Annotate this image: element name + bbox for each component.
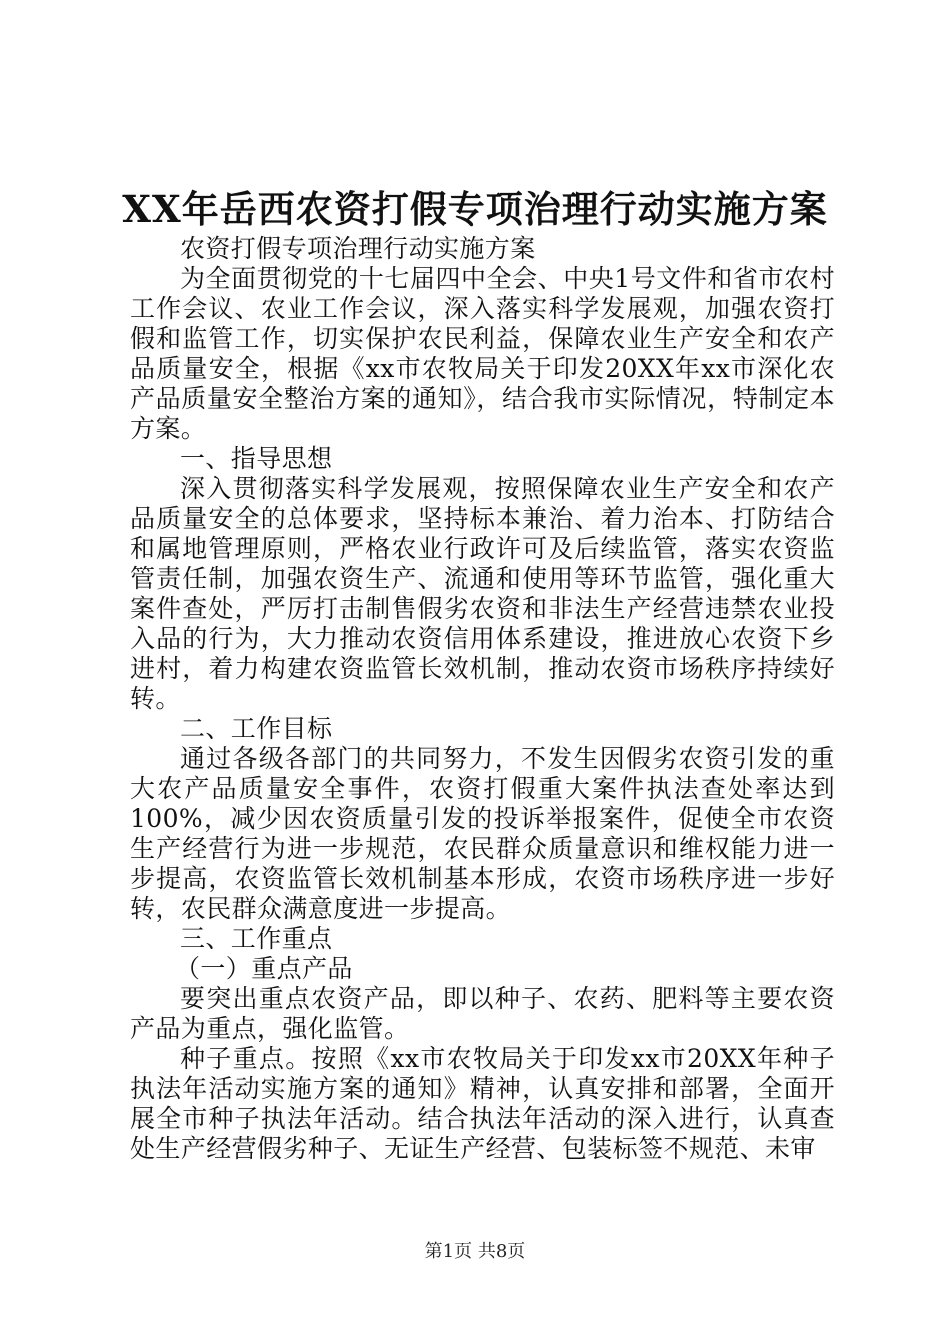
paragraph-key-products: 要突出重点农资产品，即以种子、农药、肥料等主要农资产品为重点，强化监管。: [130, 984, 835, 1043]
section-heading-guiding-thought: 一、指导思想: [180, 444, 333, 473]
section-heading-work-goals: 二、工作目标: [180, 714, 333, 743]
paragraph-intro: 为全面贯彻党的十七届四中全会、中央1号文件和省市农村工作会议、农业工作会议，深入落实科学发展观，加强农资打假和监管工作，切实保护农民利益，保障农业生产安全和农产品质量安全，根据《xx市农牧局关于印发20XX年xx市深化农产品质量安全整治方案的通知》，结合我市实际情况，特制定本方案。: [130, 264, 835, 443]
paragraph-subtitle: 农资打假专项治理行动实施方案: [180, 234, 536, 263]
section-heading-work-focus: 三、工作重点: [180, 924, 333, 953]
document-body: [130, 234, 835, 1164]
page-footer: 第1页 共8页: [424, 1241, 526, 1262]
subsection-heading-key-products: （一）重点产品: [175, 954, 353, 983]
paragraph-guiding-thought: 深入贯彻落实科学发展观，按照保障农业生产安全和农产品质量安全的总体要求，坚持标本兼治、着力治本、打防结合和属地管理原则，严格农业行政许可及后续监管，落实农资监管责任制，加强农资生产、流通和使用等环节监管，强化重大案件查处，严厉打击制售假劣农资和非法生产经营违禁农业投入品的行为，大力推动农资信用体系建设，推进放心农资下乡进村，着力构建农资监管长效机制，推动农资市场秩序持续好转。: [130, 474, 835, 713]
paragraph-seed-focus: 种子重点。按照《xx市农牧局关于印发xx市20XX年种子执法年活动实施方案的通知》精神，认真安排和部署，全面开展全市种子执法年活动。结合执法年活动的深入进行，认真查处生产经营假劣种子、无证生产经营、包装标签不规范、未审: [130, 1044, 835, 1163]
document-title: XX年岳西农资打假专项治理行动实施方案: [122, 187, 828, 231]
paragraph-work-goals: 通过各级各部门的共同努力，不发生因假劣农资引发的重大农产品质量安全事件，农资打假重大案件执法查处率达到100%，减少因农资质量引发的投诉举报案件，促使全市农资生产经营行为进一步规范，农民群众质量意识和维权能力进一步提高，农资监管长效机制基本形成，农资市场秩序进一步好转，农民群众满意度进一步提高。: [130, 744, 835, 923]
